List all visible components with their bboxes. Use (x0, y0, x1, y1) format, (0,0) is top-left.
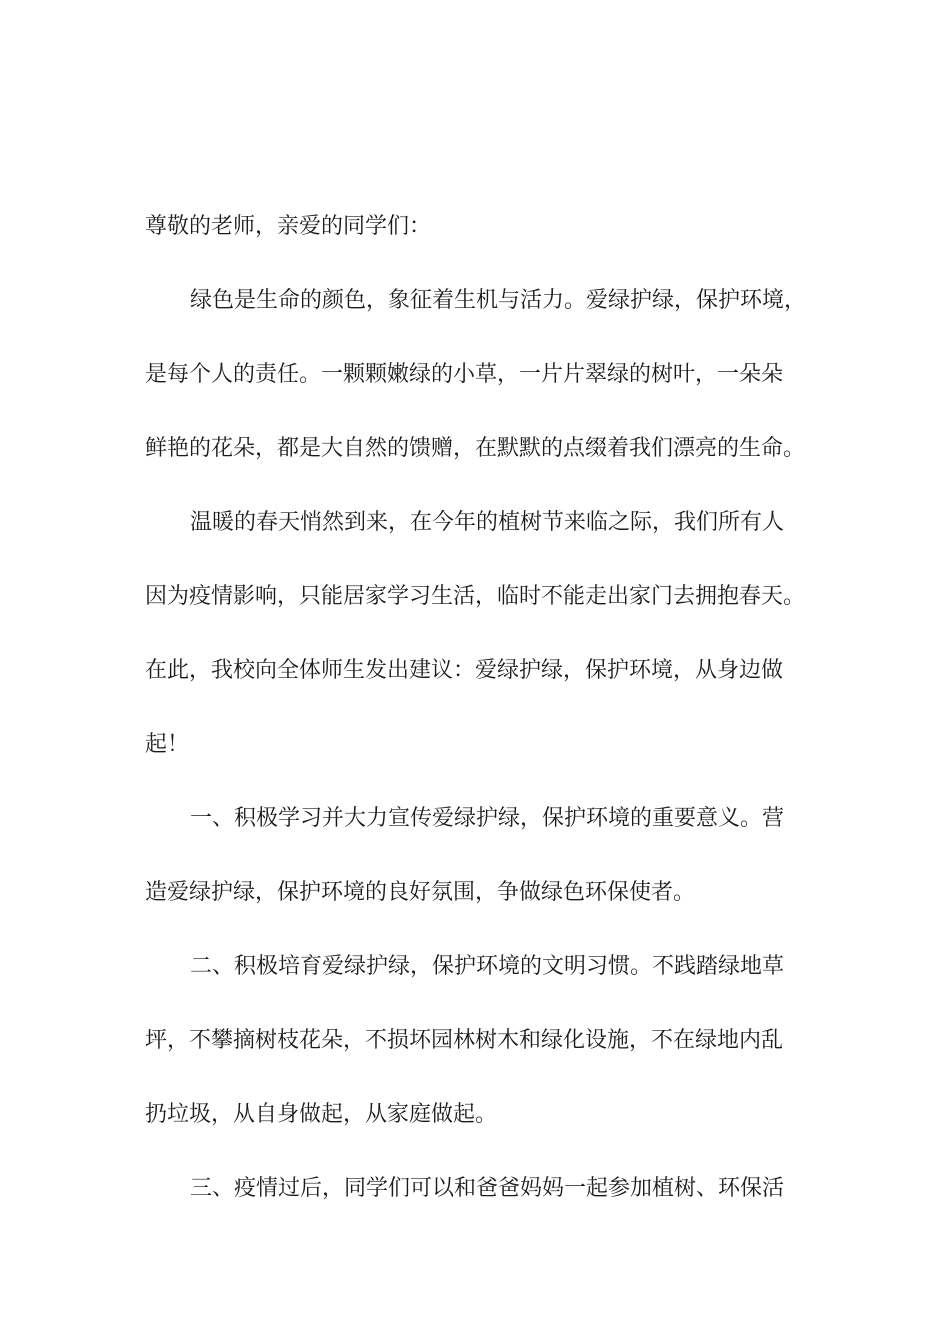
salutation: 尊敬的老师，亲爱的同学们： (145, 214, 432, 239)
item-2-line-2: 坪，不攀摘树枝花朵，不损坏园林树木和绿化设施，不在绿地内乱 (145, 1028, 784, 1053)
paragraph-2-line-1: 温暖的春天悄然到来，在今年的植树节来临之际，我们所有人 (190, 510, 785, 535)
paragraph-1-line-3: 鲜艳的花朵，都是大自然的馈赠，在默默的点缀着我们漂亮的生命。 (145, 436, 806, 461)
item-2-line-3: 扔垃圾，从自身做起，从家庭做起。 (145, 1102, 498, 1127)
paragraph-2-line-4: 起！ (145, 732, 190, 757)
item-1-line-2: 造爱绿护绿，保护环境的良好氛围，争做绿色环保使者。 (145, 880, 696, 905)
paragraph-1-line-2: 是每个人的责任。一颗颗嫩绿的小草，一片片翠绿的树叶，一朵朵 (145, 362, 784, 387)
item-2-line-1: 二、积极培育爱绿护绿，保护环境的文明习惯。不践踏绿地草 (190, 954, 785, 979)
paragraph-2-line-3: 在此，我校向全体师生发出建议：爱绿护绿，保护环境，从身边做 (145, 658, 784, 683)
item-3-line-1: 三、疫情过后，同学们可以和爸爸妈妈一起参加植树、环保活 (190, 1176, 785, 1201)
paragraph-2-line-2: 因为疫情影响，只能居家学习生活，临时不能走出家门去拥抱春天。 (145, 584, 806, 609)
item-1-line-1: 一、积极学习并大力宣传爱绿护绿，保护环境的重要意义。营 (190, 806, 785, 831)
paragraph-1-line-1: 绿色是生命的颜色，象征着生机与活力。爱绿护绿，保护环境， (190, 288, 807, 313)
